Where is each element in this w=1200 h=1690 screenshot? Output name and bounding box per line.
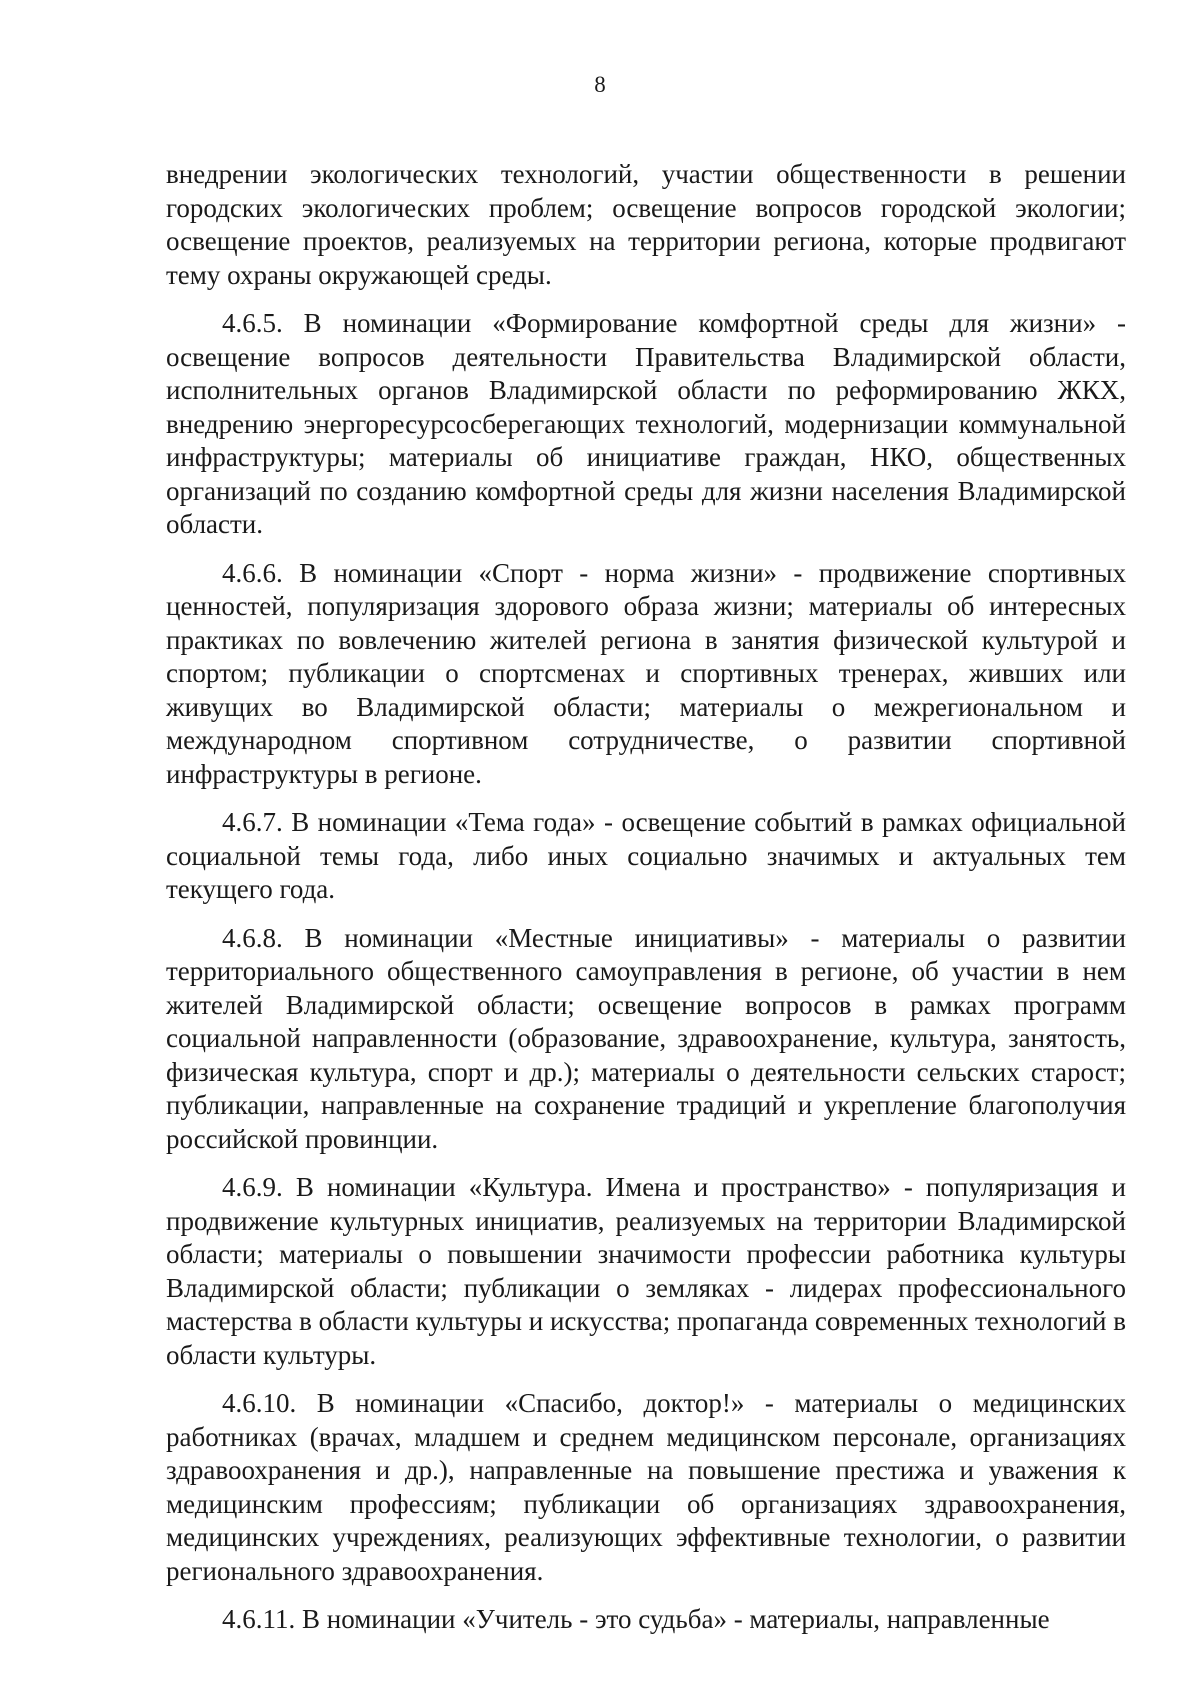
paragraph-4-6-11: 4.6.11. В номинации «Учитель - это судьба» - материалы, направленные <box>222 1604 1050 1634</box>
paragraph-4-6-6: 4.6.6. В номинации «Спорт - норма жизни» - продвижение спортивных ценностей, популяризация здорового образа жизни; материалы об интересных практиках по вовлечению жителей региона в занятия физической культурой и спортом; публикации о спортсменах и спортивных тренерах, живших или живущих во Владимирской области; материалы о межрегиональном и международном спортивном сотрудничестве, о развитии спортивной инфраструктуры в регионе. <box>166 557 1126 789</box>
page-number: 8 <box>594 72 606 97</box>
paragraph-continuation: внедрении экологических технологий, участии общественности в решении городских экологических проблем; освещение вопросов городской экологии; освещение проектов, реализуемых на территории региона, которые продвигают тему охраны окружающей среды. <box>166 159 1126 290</box>
paragraph-4-6-7: 4.6.7. В номинации «Тема года» - освещение событий в рамках официальной социальной темы года, либо иных социально значимых и актуальных тем текущего года. <box>166 807 1126 904</box>
paragraph-4-6-8: 4.6.8. В номинации «Местные инициативы» - материалы о развитии территориального общественного самоуправления в регионе, об участии в нем жителей Владимирской области; освещение вопросов в рамках программ социальной направленности (образование, здравоохранение, культура, занятость, физическая культура, спорт и др.); материалы о деятельности сельских старост; публикации, направленные на сохранение традиций и укрепление благополучия российской провинции. <box>166 922 1126 1154</box>
document-body <box>166 158 1126 1652</box>
paragraph-4-6-5: 4.6.5. В номинации «Формирование комфортной среды для жизни» - освещение вопросов деятельности Правительства Владимирской области, исполнительных органов Владимирской области по реформированию ЖКХ, внедрению энергоресурсосберегающих технологий, модернизации коммунальной инфраструктуры; материалы об инициативе граждан, НКО, общественных организаций по созданию комфортной среды для жизни населения Владимирской области. <box>166 308 1126 539</box>
paragraph-4-6-10: 4.6.10. В номинации «Спасибо, доктор!» - материалы о медицинских работниках (врачах, младшем и среднем медицинском персонале, организациях здравоохранения и др.), направленные на повышение престижа и уважения к медицинским профессиям; публикации об организациях здравоохранения, медицинских учреждениях, реализующих эффективные технологии, о развитии регионального здравоохранения. <box>166 1388 1126 1586</box>
paragraph-4-6-9: 4.6.9. В номинации «Культура. Имена и пространство» - популяризация и продвижение культурных инициатив, реализуемых на территории Владимирской области; материалы о повышении значимости профессии работника культуры Владимирской области; публикации о земляках - лидерах профессионального мастерства в области культуры и искусства; пропаганда современных технологий в области культуры. <box>166 1172 1126 1370</box>
